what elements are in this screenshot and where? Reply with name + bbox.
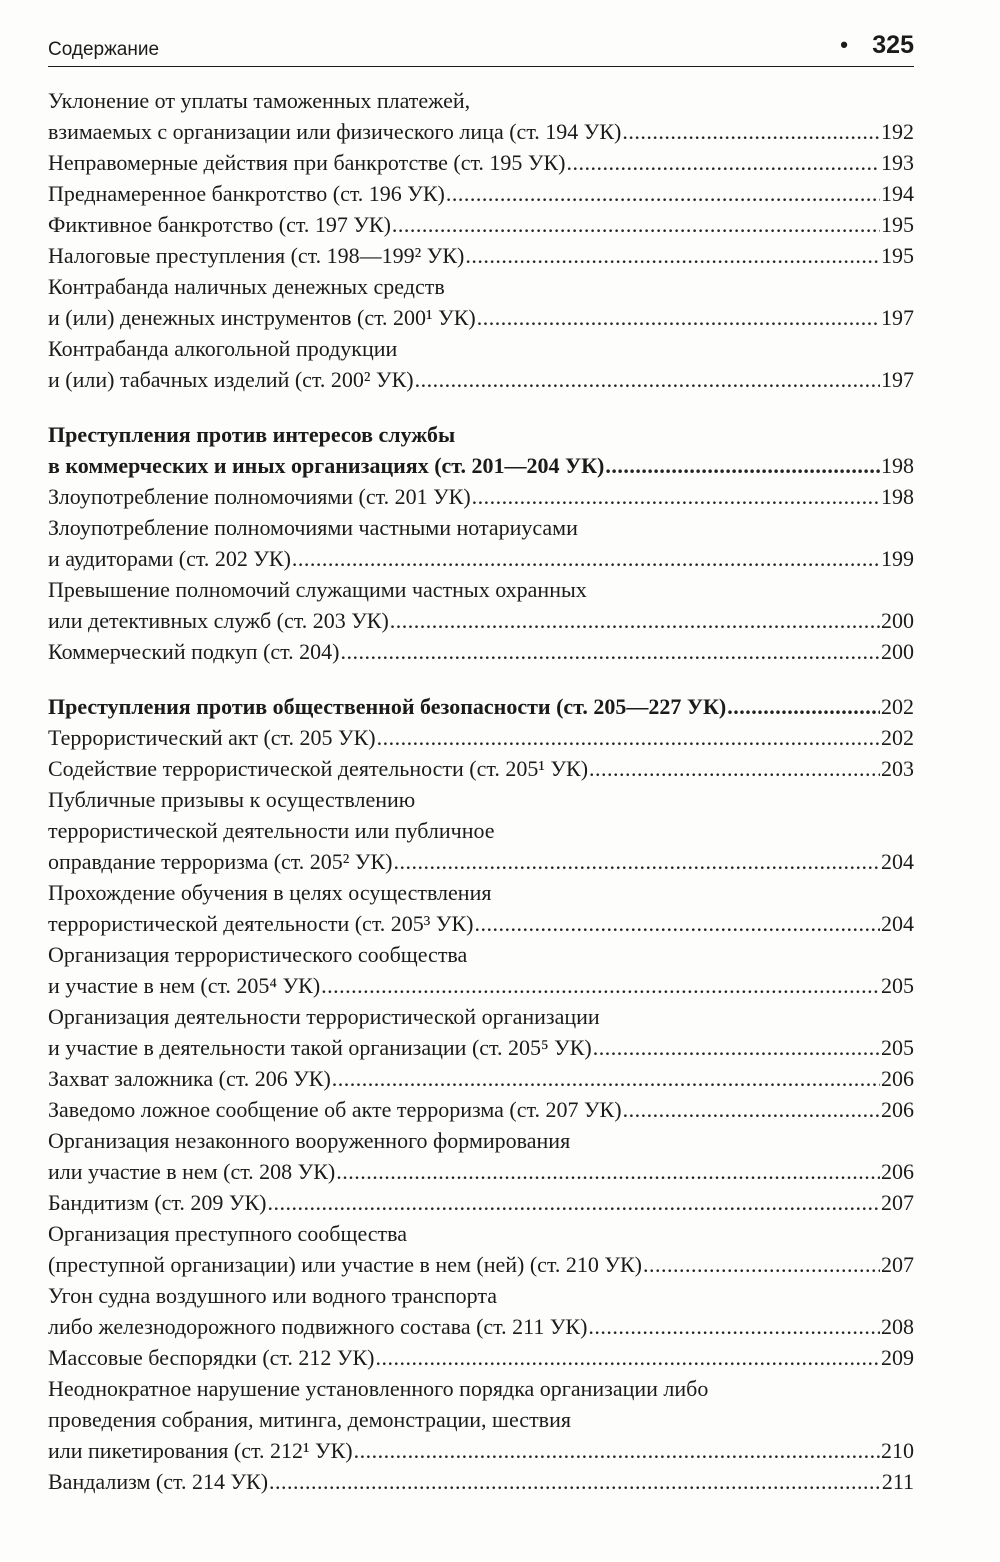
dot-leader [377,722,880,753]
dot-leader [446,178,880,209]
toc-entry-text: и аудиторами (ст. 202 УК) [48,546,291,571]
toc-entry[interactable] [48,1094,914,1125]
toc-entry[interactable] [48,1218,914,1280]
toc-entry-line [48,450,914,481]
toc-entry-line [48,240,914,271]
toc-entry-text: Угон судна воздушного или водного транспорта [48,1283,498,1308]
toc-page-number: 207 [881,1252,914,1277]
toc-entry-text: Организация деятельности террористической организации [48,1004,600,1029]
toc-entry-line [48,481,914,512]
toc-entry-line [48,753,914,784]
toc-entry-text: взимаемых с организации или физического лица (ст. 194 УК) [48,119,622,144]
dot-leader [392,209,880,240]
dot-leader [269,1466,881,1497]
toc-entry-line [48,271,914,302]
toc-entry-text: Налоговые преступления (ст. 198—199² УК) [48,243,465,268]
toc-entry-line [48,970,914,1001]
toc-entry-text: Захват заложника (ст. 206 УК) [48,1066,331,1091]
dot-leader [292,543,880,574]
dot-leader [727,691,880,722]
toc-page-number: 195 [881,243,914,268]
dot-leader [472,481,880,512]
toc-entry-text: Преступления против общественной безопасности (ст. 205—227 УК) [48,694,727,719]
toc-entry-line [48,784,914,815]
toc-entry[interactable] [48,939,914,1001]
toc-entry-line [48,1187,914,1218]
toc-entry-line [48,1435,914,1466]
dot-leader [375,1342,880,1373]
toc-page-number: 199 [881,546,914,571]
toc-page-number: 204 [881,911,914,936]
toc-entry-line [48,333,914,364]
table-of-contents [48,85,914,1497]
toc-entry[interactable] [48,722,914,753]
dot-leader [474,908,880,939]
toc-entry[interactable] [48,333,914,395]
dot-leader [623,1094,880,1125]
toc-entry-line [48,116,914,147]
toc-entry-text: Заведомо ложное сообщение об акте терроризма (ст. 207 УК) [48,1097,622,1122]
toc-entry-text: Неоднократное нарушение установленного порядка организации либо [48,1376,709,1401]
toc-entry-line [48,85,914,116]
toc-entry-text: в коммерческих и иных организациях (ст. 201—204 УК) [48,453,605,478]
toc-section-heading[interactable] [48,691,914,722]
toc-entry-text: либо железнодорожного подвижного состава (ст. 211 УК) [48,1314,588,1339]
toc-entry[interactable] [48,1125,914,1187]
dot-leader [465,240,880,271]
toc-entry-line [48,1249,914,1280]
dot-leader [622,116,880,147]
toc-entry[interactable] [48,1342,914,1373]
toc-entry[interactable] [48,1063,914,1094]
toc-entry-text: террористической деятельности или публичное [48,818,495,843]
toc-entry-line [48,1063,914,1094]
toc-entry-line [48,178,914,209]
toc-entry-line [48,1311,914,1342]
dot-leader [267,1187,880,1218]
dot-leader [643,1249,880,1280]
toc-entry[interactable] [48,784,914,877]
toc-entry-line [48,605,914,636]
toc-entry-text: (преступной организации) или участие в нем (ней) (ст. 210 УК) [48,1252,642,1277]
toc-entry-line [48,1342,914,1373]
dot-leader [605,450,880,481]
toc-page-number: 207 [881,1190,914,1215]
toc-page-number: 197 [881,367,914,392]
toc-entry-line [48,574,914,605]
running-head-title: Содержание [48,39,160,60]
toc-entry-line [48,815,914,846]
toc-entry-text: и участие в деятельности такой организации (ст. 205⁵ УК) [48,1035,592,1060]
toc-entry-text: и участие в нем (ст. 205⁴ УК) [48,973,321,998]
toc-entry-line [48,1373,914,1404]
toc-entry[interactable] [48,178,914,209]
toc-entry-text: Массовые беспорядки (ст. 212 УК) [48,1345,375,1370]
toc-entry-text: террористической деятельности (ст. 205³ УК) [48,911,474,936]
toc-entry-line [48,908,914,939]
toc-entry-text: Преступления против интересов службы [48,422,456,447]
toc-entry-text: Коммерческий подкуп (ст. 204) [48,639,340,664]
toc-entry-text: Прохождение обучения в целях осуществления [48,880,492,905]
toc-entry-line [48,512,914,543]
toc-entry-text: и (или) табачных изделий (ст. 200² УК) [48,367,414,392]
toc-section-heading[interactable] [48,419,914,481]
toc-entry-line [48,302,914,333]
toc-page-number: 211 [881,1469,914,1494]
toc-page-number: 202 [881,725,914,750]
toc-page-number: 202 [881,694,914,719]
toc-entry-text: Превышение полномочий служащими частных охранных [48,577,587,602]
toc-entry-line [48,1466,914,1497]
toc-entry-line [48,419,914,450]
toc-page-number: 200 [881,608,914,633]
toc-entry-text: Фиктивное банкротство (ст. 197 УК) [48,212,391,237]
toc-entry-text: Контрабанда алкогольной продукции [48,336,398,361]
toc-entry-text: Контрабанда наличных денежных средств [48,274,445,299]
toc-entry-line [48,722,914,753]
toc-entry-line [48,1001,914,1032]
dot-leader [340,636,880,667]
toc-page-number: 210 [881,1438,914,1463]
toc-entry-line [48,846,914,877]
toc-entry[interactable] [48,147,914,178]
page-number: 325 [872,31,914,59]
toc-entry-line [48,543,914,574]
dot-leader [336,1156,880,1187]
toc-entry-line [48,877,914,908]
toc-entry-text: Уклонение от уплаты таможенных платежей, [48,88,471,113]
toc-entry-text: Организация незаконного вооруженного формирования [48,1128,571,1153]
toc-entry-line [48,209,914,240]
toc-entry-text: или пикетирования (ст. 212¹ УК) [48,1438,353,1463]
toc-entry[interactable] [48,1373,914,1466]
toc-entry-line [48,147,914,178]
dot-leader [393,846,880,877]
toc-page-number: 198 [881,453,914,478]
toc-page-number: 204 [881,849,914,874]
toc-entry[interactable] [48,1187,914,1218]
toc-entry-text: Неправомерные действия при банкротстве (ст. 195 УК) [48,150,566,175]
toc-page-number: 194 [881,181,914,206]
dot-leader [332,1063,880,1094]
dot-leader [415,364,880,395]
dot-leader [589,753,880,784]
toc-page-number: 200 [881,639,914,664]
toc-entry-text: Публичные призывы к осуществлению [48,787,416,812]
toc-entry[interactable] [48,209,914,240]
toc-entry-line [48,939,914,970]
toc-entry-text: оправдание терроризма (ст. 205² УК) [48,849,393,874]
dot-leader [588,1311,880,1342]
toc-entry[interactable] [48,877,914,939]
toc-entry-line [48,1094,914,1125]
dot-leader [567,147,881,178]
toc-entry-line [48,1280,914,1311]
toc-entry-text: Бандитизм (ст. 209 УК) [48,1190,267,1215]
toc-entry-text: или детективных служб (ст. 203 УК) [48,608,389,633]
toc-entry[interactable] [48,512,914,574]
toc-entry[interactable] [48,753,914,784]
toc-entry-line [48,1156,914,1187]
toc-entry[interactable] [48,240,914,271]
toc-entry-text: Организация террористического сообщества [48,942,468,967]
toc-entry[interactable] [48,1001,914,1063]
toc-entry-text: проведения собрания, митинга, демонстрации, шествия [48,1407,571,1432]
toc-entry-text: Злоупотребление полномочиями (ст. 201 УК) [48,484,471,509]
toc-entry-text: Содействие террористической деятельности (ст. 205¹ УК) [48,756,589,781]
toc-entry-text: или участие в нем (ст. 208 УК) [48,1159,336,1184]
dot-leader [593,1032,880,1063]
toc-page-number: 195 [881,212,914,237]
toc-entry-text: и (или) денежных инструментов (ст. 200¹ УК) [48,305,476,330]
toc-entry-line [48,1218,914,1249]
toc-entry[interactable] [48,574,914,636]
toc-entry-text: Злоупотребление полномочиями частными нотариусами [48,515,578,540]
toc-page-number: 197 [881,305,914,330]
toc-entry[interactable] [48,85,914,147]
toc-entry[interactable] [48,1280,914,1342]
toc-entry-line [48,691,914,722]
toc-entry[interactable] [48,481,914,512]
dot-leader [390,605,880,636]
toc-page-number: 206 [881,1066,914,1091]
toc-page-number: 193 [881,150,914,175]
toc-page-number: 192 [881,119,914,144]
running-head [48,30,914,67]
toc-entry-line [48,364,914,395]
toc-page-number: 203 [881,756,914,781]
toc-entry-line [48,1125,914,1156]
toc-page-number: 205 [881,973,914,998]
toc-entry-text: Организация преступного сообщества [48,1221,407,1246]
toc-entry-text: Террористический акт (ст. 205 УК) [48,725,376,750]
toc-page-number: 205 [881,1035,914,1060]
toc-entry-line [48,1032,914,1063]
toc-page-number: 198 [881,484,914,509]
dot-leader [354,1435,880,1466]
dot-leader [321,970,880,1001]
toc-entry[interactable] [48,271,914,333]
toc-entry-line [48,1404,914,1435]
running-head-bullet: • [840,32,848,57]
toc-page-number: 206 [881,1097,914,1122]
toc-entry[interactable] [48,636,914,667]
dot-leader [477,302,880,333]
toc-page-number: 208 [881,1314,914,1339]
toc-page-number: 209 [881,1345,914,1370]
toc-entry-line [48,636,914,667]
toc-entry-text: Преднамеренное банкротство (ст. 196 УК) [48,181,445,206]
toc-entry-text: Вандализм (ст. 214 УК) [48,1469,269,1494]
toc-page-number: 206 [881,1159,914,1184]
toc-entry[interactable] [48,1466,914,1497]
